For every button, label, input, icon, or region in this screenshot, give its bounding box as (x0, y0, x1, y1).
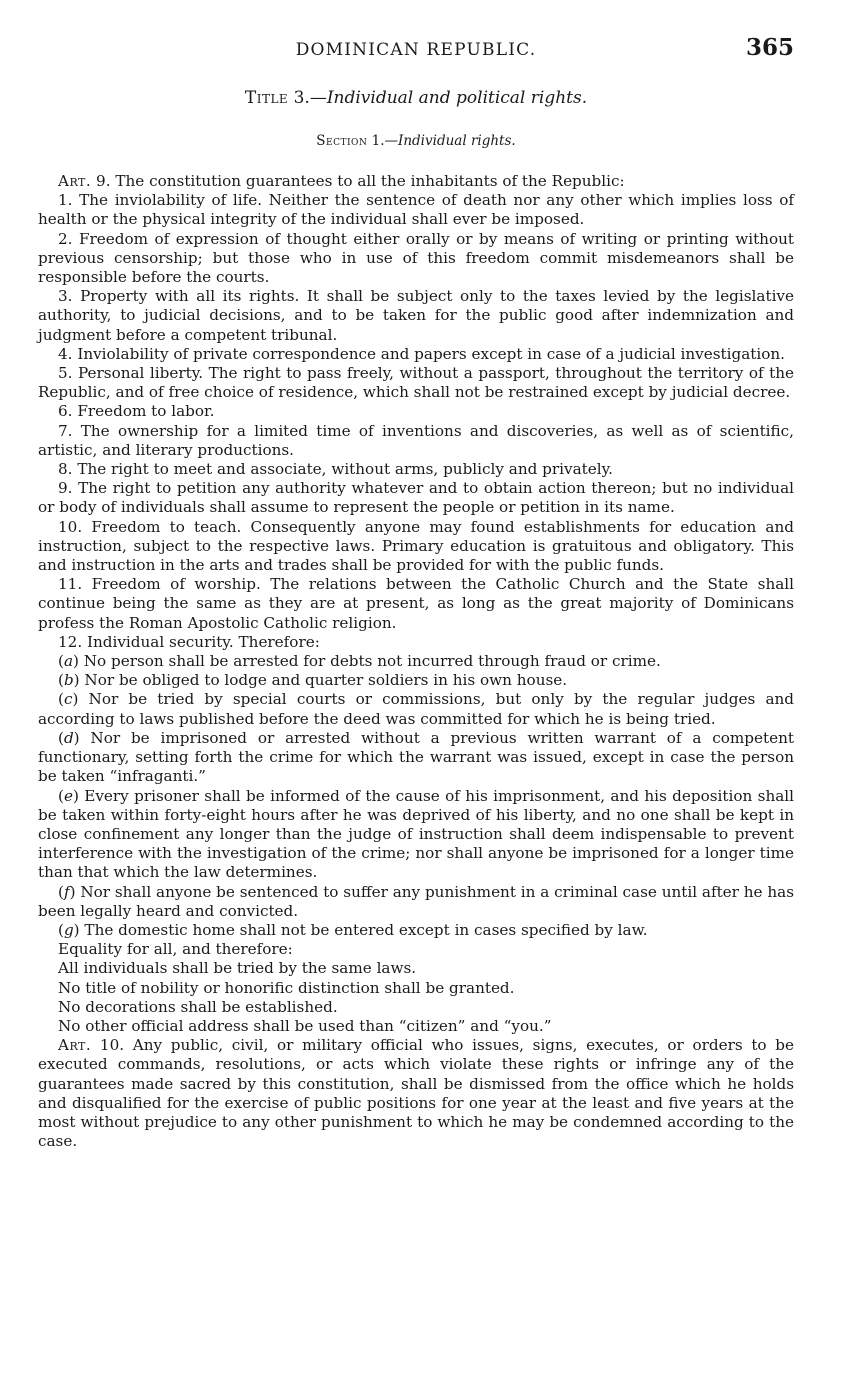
page-number: 365 (745, 34, 794, 61)
article-item: 7. The ownership for a limited time of inventions and discoveries, as well as of scientific, artistic, and literary productions. (38, 421, 794, 459)
equality-line: No other official address shall be used than “citizen” and “you.” (58, 1016, 552, 1035)
equality-line: All individuals shall be tried by the same laws. (58, 959, 417, 978)
article-item: 6. Freedom to labor. (58, 402, 215, 421)
article-10 (38, 1036, 794, 1151)
section-label: Section (316, 133, 368, 149)
article-item: 1. The inviolability of life. Neither the sentence of death nor any other which implies loss of health or the physical integrity of the individual shall ever be imposed. (38, 191, 794, 229)
section-heading (38, 133, 794, 149)
article-9-text: 9. The constitution guarantees to all the inhabitants of the Republic: (91, 172, 625, 190)
sub-item-letter: g (63, 920, 74, 939)
article-item: 8. The right to meet and associate, without arms, publicly and privately. (58, 460, 613, 479)
article-item: 4. Inviolability of private correspondence and papers except in case of a judicial investigation. (58, 344, 785, 363)
sub-item-letter: b (63, 671, 74, 690)
sub-item-text: Nor be tried by special courts or commissions, but only by the regular judges and according to laws published before the deed was committed for which he is being tried. (38, 690, 794, 728)
article-9-intro (38, 172, 794, 191)
article-item: 10. Freedom to teach. Consequently anyone may found establishments for education and instruction, subject to the respective laws. Primary education is gratuitous and obligatory. This and instruction in the arts and trades shall be provided for with the public funds. (38, 517, 794, 575)
sub-item: (d) Nor be imprisoned or arrested without a previous written warrant of a competent functionary, setting forth the crime for which the warrant was issued, except in case the person be taken “infraganti.” (38, 728, 794, 786)
article-item: 9. The right to petition any authority whatever and to obtain action thereon; but no individual or body of individuals shall assume to represent the people or petition in its name. (38, 479, 794, 517)
equality-line: No title of nobility or honorific distinction shall be granted. (58, 978, 515, 997)
article-10-text: 10. Any public, civil, or military official who issues, signs, executes, or orders to be executed commands, resolutions, or acts which violate these rights or infringe any of the guarantees made sacred by this constitution, shall be dismissed from the office which he holds and disqualified for the exercise of public positions for one year at the least and five years at the most without prejudice to any other punishment to which he may be condemned according to the case. (38, 1036, 794, 1151)
running-title: DOMINICAN REPUBLIC. (295, 40, 537, 60)
sub-item-text: The domestic home shall not be entered except in cases specified by law. (79, 920, 648, 939)
article-item: 2. Freedom of expression of thought either orally or by means of writing or printing without previous censorship; but those who in use of this freedom commit misdemeanors shall be responsible before the courts. (38, 229, 794, 287)
equality-line: Equality for all, and therefore: (58, 940, 293, 959)
sub-item-letter: c (63, 690, 73, 709)
title-label: Title (244, 88, 289, 108)
article-label: Art. (58, 1036, 92, 1055)
article-item: 5. Personal liberty. The right to pass freely, without a passport, throughout the territory of the Republic, and of free choice of residence, which shall not be restrained except by judicial decree. (38, 364, 794, 402)
document-page (38, 0, 794, 1380)
title-heading (38, 88, 794, 108)
section-text: Individual rights. (398, 133, 516, 149)
section-number: 1. (371, 133, 385, 149)
article-item: 12. Individual security. Therefore: (58, 632, 320, 651)
article-item: 11. Freedom of worship. The relations between the Catholic Church and the State shall continue being the same as they are at present, as long as the great majority of Dominicans profess the Roman Apostolic Catholic religion. (38, 575, 794, 632)
sub-item-text: No person shall be arrested for debts not incurred through fraud or crime. (78, 652, 661, 671)
sub-item-letter: d (63, 728, 74, 747)
sub-item-text: Nor shall anyone be sentenced to suffer any punishment in a criminal case until after he has been legally heard and convicted. (38, 882, 794, 920)
sub-item-text: Nor be obliged to lodge and quarter soldiers in his own house. (79, 671, 568, 690)
sub-item-text: Nor be imprisoned or arrested without a previous written warrant of a competent functionary, setting forth the crime for which the warrant was issued, except in case the person be taken “infraganti.” (38, 728, 794, 786)
body-text (38, 172, 794, 1151)
sub-item: (c) Nor be tried by special courts or commissions, but only by the regular judges and according to laws published before the deed was committed for which he is being tried. (38, 690, 794, 728)
equality-line: No decorations shall be established. (58, 997, 338, 1016)
sub-item-text: Every prisoner shall be informed of the cause of his imprisonment, and his deposition shall be taken within forty-eight hours after he was deprived of his liberty, and no one shall be kept in close confinement any longer than the judge of instruction shall deem indispensable to prevent interference with the investigation of the crime; nor shall anyone be imprisoned for a longer time than that which the law determines. (38, 786, 794, 882)
running-head (38, 34, 794, 62)
sub-item: (b) Nor be obliged to lodge and quarter soldiers in his own house. (58, 671, 568, 690)
sub-item-letter: a (63, 652, 73, 671)
sub-item: (e) Every prisoner shall be informed of the cause of his imprisonment, and his deposition shall be taken within forty-eight hours after he was deprived of his liberty, and no one shall be kept in close confinement any longer than the judge of instruction shall deem indispensable to prevent interference with the investigation of the crime; nor shall anyone be imprisoned for a longer time than that which the law determines. (38, 786, 794, 882)
title-number: 3. (293, 88, 310, 108)
sub-item: (a) No person shall be arrested for debts not incurred through fraud or crime. (58, 652, 661, 671)
title-text: Individual and political rights. (326, 88, 588, 108)
article-item: 3. Property with all its rights. It shall be subject only to the taxes levied by the legislative authority, to judicial decisions, and to be taken for the public good after indemnization and judgment before a competent tribunal. (38, 287, 794, 344)
sub-item: (g) The domestic home shall not be entered except in cases specified by law. (58, 920, 648, 939)
section-dash: — (384, 133, 399, 149)
title-dash: — (309, 88, 327, 108)
article-label: Art. (58, 172, 92, 190)
sub-item-letter: f (63, 882, 70, 901)
sub-item-letter: e (63, 786, 73, 805)
sub-item: (f) Nor shall anyone be sentenced to suffer any punishment in a criminal case until after he has been legally heard and convicted. (38, 882, 794, 920)
